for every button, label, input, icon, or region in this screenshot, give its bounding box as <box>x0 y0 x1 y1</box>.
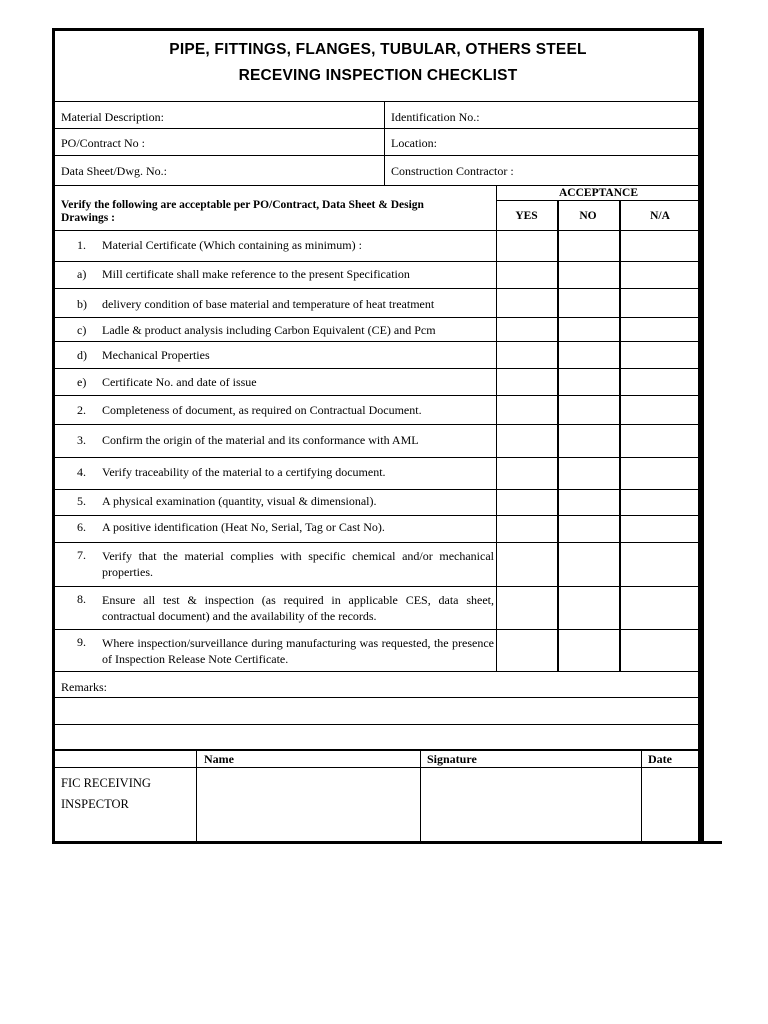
item-1e-number: e) <box>77 375 87 389</box>
item-5-text: A physical examination (quantity, visual & dimensional). <box>102 494 377 508</box>
col-yes-header: YES <box>515 210 538 222</box>
item-7-number: 7. <box>77 548 86 562</box>
item-4-number: 4. <box>77 465 86 479</box>
item-1d-text: Mechanical Properties <box>102 348 210 362</box>
item-1-text: Material Certificate (Which containing as minimum) : <box>102 238 362 252</box>
item-4-text: Verify traceability of the material to a certifying document. <box>102 465 386 479</box>
verify-heading-line1: Verify the following are acceptable per PO/Contract, Data Sheet & Design <box>61 199 424 211</box>
item-2-text: Completeness of document, as required on Contractual Document. <box>102 403 422 417</box>
item-6-number: 6. <box>77 520 86 534</box>
item-1e-text: Certificate No. and date of issue <box>102 375 257 389</box>
item-3-text: Confirm the origin of the material and its conformance with AML <box>102 433 419 447</box>
item-6-text: A positive identification (Heat No, Serial, Tag or Cast No). <box>102 520 385 534</box>
item-1a-text: Mill certificate shall make reference to the present Specification <box>102 267 410 281</box>
col-na-header: N/A <box>650 210 670 222</box>
item-8-text: Ensure all test & inspection (as required in applicable CES, data sheet, contractual document) and the availability of the records. <box>102 593 494 623</box>
inspector-role-line1: FIC RECEIVING <box>61 776 151 790</box>
data-sheet-label: Data Sheet/Dwg. No.: <box>61 164 167 178</box>
item-9-text: Where inspection/surveillance during manufacturing was requested, the presence of Inspection Release Note Certificate. <box>102 636 494 666</box>
item-8-number: 8. <box>77 592 86 606</box>
verify-heading-line2: Drawings : <box>61 212 115 224</box>
material-description-label: Material Description: <box>61 110 164 124</box>
inspector-role-line2: INSPECTOR <box>61 797 129 811</box>
item-1a-number: a) <box>77 267 87 281</box>
signoff-signature-header: Signature <box>427 752 477 766</box>
acceptance-header: ACCEPTANCE <box>558 187 638 199</box>
form-title-line2: RECEVING INSPECTION CHECKLIST <box>238 67 518 84</box>
col-no-header: NO <box>579 210 597 222</box>
signoff-name-header: Name <box>204 752 234 766</box>
item-1-number: 1. <box>77 238 86 252</box>
item-7-text: Verify that the material complies with specific chemical and/or mechanical properties. <box>102 549 494 579</box>
location-label: Location: <box>391 136 437 150</box>
checklist-form <box>52 28 704 843</box>
item-3-number: 3. <box>77 433 86 447</box>
item-1c-text: Ladle & product analysis including Carbon Equivalent (CE) and Pcm <box>102 323 436 337</box>
po-contract-label: PO/Contract No : <box>61 136 145 150</box>
remarks-label: Remarks: <box>61 680 107 694</box>
identification-no-label: Identification No.: <box>391 110 480 124</box>
item-9-number: 9. <box>77 635 86 649</box>
form-bottom-border <box>52 841 722 844</box>
item-2-number: 2. <box>77 403 86 417</box>
item-1b-text: delivery condition of base material and temperature of heat treatment <box>102 297 435 311</box>
item-1d-number: d) <box>77 348 87 362</box>
item-1b-number: b) <box>77 297 87 311</box>
construction-contractor-label: Construction Contractor : <box>391 164 514 178</box>
signoff-date-header: Date <box>648 752 672 766</box>
item-5-number: 5. <box>77 494 86 508</box>
item-1c-number: c) <box>77 323 87 337</box>
form-title-line1: PIPE, FITTINGS, FLANGES, TUBULAR, OTHERS STEEL <box>169 41 587 58</box>
